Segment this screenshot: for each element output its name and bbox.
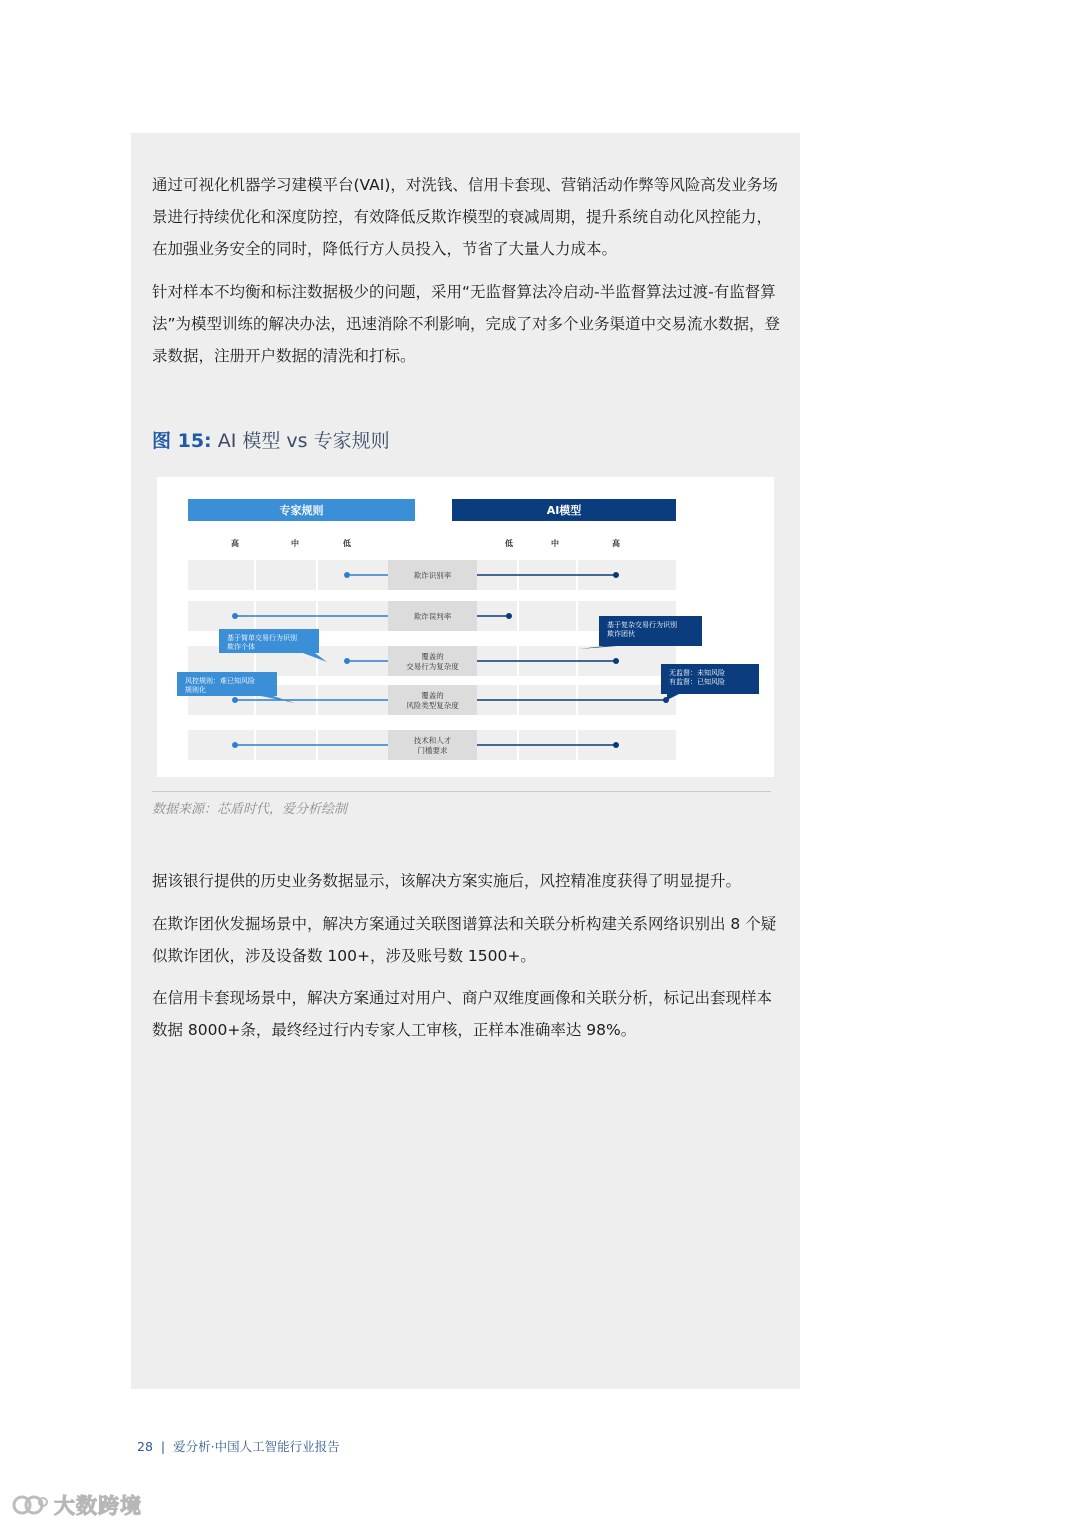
row-label: 交易行为复杂度	[406, 662, 459, 671]
comparison-diagram	[157, 477, 774, 777]
scale-tick-label: 高	[231, 539, 239, 548]
row-label-cell	[388, 646, 477, 676]
row-label: 技术和人才	[413, 736, 452, 745]
expert-point	[232, 613, 238, 619]
paragraph: 在欺诈团伙发掘场景中，解决方案通过关联图谱算法和关联分析构建关系网络识别出 8 个疑似欺诈团伙，涉及设备数 100+，涉及账号数 1500+。	[152, 915, 777, 965]
paragraph: 通过可视化机器学习建模平台(VAI)，对洗钱、信用卡套现、营销活动作弊等风险高发业务场景进行持续优化和深度防控，有效降低反欺诈模型的衰减周期，提升系统自动化风控能力，在加强业务安全的同时，降低行方人员投入，节省了大量人力成本。	[152, 176, 778, 258]
row-label: 门槛要求	[417, 746, 448, 755]
row-label: 覆盖的	[421, 691, 444, 700]
page-footer	[137, 1437, 340, 1455]
diagram-svg	[157, 477, 774, 777]
ai-point	[613, 658, 619, 664]
expert-point	[344, 572, 350, 578]
figure-title	[152, 426, 390, 453]
callout-text: 欺诈个体	[227, 643, 255, 651]
expert-rules-header-label: 专家规则	[279, 504, 324, 517]
callout-text: 规则化	[185, 686, 206, 694]
watermark	[10, 1490, 142, 1520]
footer-separator: |	[160, 1439, 166, 1454]
callout-text: 有监督：已知风险	[669, 678, 725, 686]
row-label: 欺诈识别率	[413, 571, 452, 580]
callout-text: 基于复杂交易行为识别	[607, 621, 677, 629]
paragraph: 在信用卡套现场景中，解决方案通过对用户、商户双维度画像和关联分析，标记出套现样本数据 8000+条，最终经过行内专家人工审核，正样本准确率达 98%。	[152, 989, 773, 1039]
expert-point	[232, 697, 238, 703]
figure-number: 图 15:	[152, 430, 212, 452]
ai-point	[613, 742, 619, 748]
callout-text: 无监督：未知风险	[669, 669, 725, 677]
source-divider	[152, 791, 771, 792]
paragraph: 据该银行提供的历史业务数据显示，该解决方案实施后，风控精准度获得了明显提升。	[152, 872, 742, 890]
ai-model-header-label: AI模型	[546, 504, 582, 517]
scale-tick-label: 高	[612, 539, 620, 548]
ai-point	[506, 613, 512, 619]
watermark-text: 大数跨境	[54, 1494, 142, 1518]
logo-icon	[10, 1493, 50, 1517]
figure-source: 数据来源：芯盾时代，爱分析绘制	[152, 802, 348, 817]
callout-text: 欺诈团伙	[607, 630, 635, 638]
scale-tick-label: 中	[551, 539, 559, 548]
row-label-cell	[388, 685, 477, 715]
row-label-cell	[388, 730, 477, 760]
callout-text: 基于简单交易行为识别	[227, 634, 297, 642]
expert-point	[232, 742, 238, 748]
expert-point	[344, 658, 350, 664]
paragraph: 针对样本不均衡和标注数据极少的问题，采用“无监督算法冷启动-半监督算法过渡-有监督算法”为模型训练的解决办法，迅速消除不利影响，完成了对多个业务渠道中交易流水数据，登录数据，注册开户数据的清洗和打标。	[152, 283, 781, 365]
row-label: 覆盖的	[421, 652, 444, 661]
scale-tick-label: 低	[343, 539, 351, 548]
row-label: 欺诈误判率	[413, 612, 452, 621]
report-title: 爱分析·中国人工智能行业报告	[173, 1439, 340, 1454]
page-number: 28	[137, 1439, 153, 1454]
scale-tick-label: 中	[291, 539, 299, 548]
callout-text: 风控规则：难已知风险	[185, 677, 255, 685]
ai-point	[613, 572, 619, 578]
figure-title-text: AI 模型 vs 专家规则	[217, 430, 390, 452]
row-label: 风险类型复杂度	[406, 701, 459, 710]
scale-tick-label: 低	[505, 539, 513, 548]
